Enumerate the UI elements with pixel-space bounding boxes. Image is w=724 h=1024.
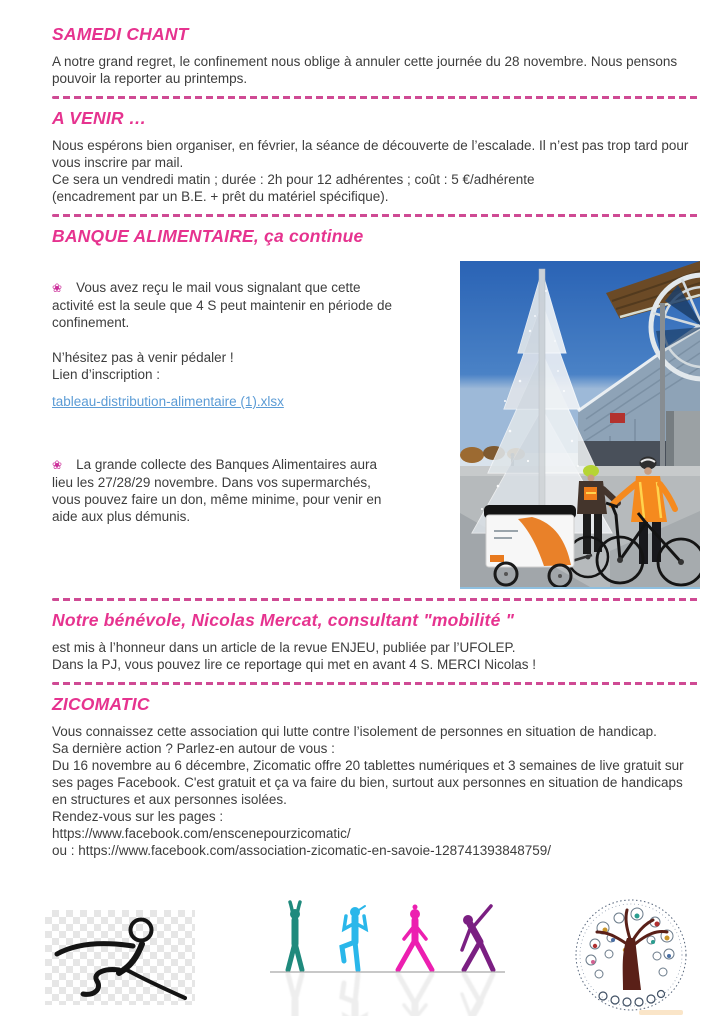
pedaler-line: N’hésitez pas à venir pédaler ! bbox=[52, 350, 234, 365]
section-title-a-venir: A VENIR … bbox=[52, 108, 147, 128]
cyclists-christmas-tree-photo bbox=[460, 261, 700, 589]
zicomatic-line4: Rendez-vous sur les pages : bbox=[52, 809, 224, 824]
xlsx-file-link[interactable]: tableau-distribution-alimentaire (1).xlsx bbox=[52, 394, 284, 409]
a-venir-line2: Ce sera un vendredi matin ; durée : 2h pour 12 adhérentes ; coût : 5 €/adhérente bbox=[52, 172, 535, 187]
banque-bullet-2-text: La grande collecte des Banques Alimentaires aura lieu les 27/28/29 novembre. Dans vos supermarchés, vous pouvez faire un don, même minime, pour venir en aide aux plus démunis. bbox=[52, 457, 382, 524]
banque-columns bbox=[52, 261, 700, 589]
dashed-separator bbox=[52, 598, 700, 601]
fitness-silhouettes-image bbox=[270, 898, 505, 1020]
mercat-line1: est mis à l’honneur dans un article de la revue ENJEU, publiée par l’UFOLEP. bbox=[52, 640, 516, 655]
zicomatic-line1: Vous connaissez cette association qui lutte contre l’isolement de personnes en situation de handicap. bbox=[52, 724, 657, 739]
zicomatic-line2: Sa dernière action ? Parlez-en autour de vous : bbox=[52, 741, 335, 756]
banque-bullet-1-text: Vous avez reçu le mail vous signalant que cette activité est la seule que 4 S peut maintenir en période de confinement. bbox=[52, 280, 392, 330]
zicomatic-url-2: ou : https://www.facebook.com/association-zicomatic-en-savoie-128741393848759/ bbox=[52, 843, 552, 858]
banque-bullet-1 bbox=[52, 279, 399, 331]
dashed-separator bbox=[52, 214, 700, 217]
section-title-banque-alimentaire: BANQUE ALIMENTAIRE, ça continue bbox=[52, 226, 364, 246]
footer-images-row bbox=[0, 890, 724, 1024]
lien-inscription-label: Lien d’inscription : bbox=[52, 367, 161, 382]
dashed-separator bbox=[52, 682, 700, 685]
a-venir-line1: Nous espérons bien organiser, en février, la séance de découverte de l’escalade. Il n’est pas trop tard pour vous inscrire par mail. bbox=[52, 138, 689, 170]
a-venir-line3: (encadrement par un B.E. + prêt du matériel spécifique). bbox=[52, 189, 389, 204]
tree-of-life-logo bbox=[565, 894, 701, 1024]
banque-bullet-2 bbox=[52, 456, 399, 525]
zicomatic-url-1: https://www.facebook.com/enscenepourzicomatic/ bbox=[52, 826, 351, 841]
dashed-separator bbox=[52, 96, 700, 99]
banque-photo-column bbox=[460, 261, 700, 589]
section-title-samedi-chant: SAMEDI CHANT bbox=[52, 24, 189, 44]
flower-bullet-icon: ❀ bbox=[52, 458, 63, 472]
section-title-zicomatic: ZICOMATIC bbox=[52, 694, 150, 714]
section-title-nicolas-mercat: Notre bénévole, Nicolas Mercat, consultant "mobilité " bbox=[52, 610, 515, 630]
mercat-line2: Dans la PJ, vous pouvez lire ce reportage qui met en avant 4 S. MERCI Nicolas ! bbox=[52, 657, 536, 672]
banque-text-column bbox=[52, 261, 399, 589]
watermark bbox=[639, 1010, 683, 1015]
flower-bullet-icon: ❀ bbox=[52, 281, 63, 295]
brush-stroke-figure-image bbox=[45, 910, 195, 1005]
zicomatic-line3: Du 16 novembre au 6 décembre, Zicomatic offre 20 tablettes numériques et 3 semaines de live gratuit sur ses pages Facebook. C'est gratuit et ça va faire du bien, surtout aux personnes en situation de handicaps en structures et aux personnes isolées. bbox=[52, 758, 684, 807]
samedi-chant-paragraph: A notre grand regret, le confinement nous oblige à annuler cette journée du 28 novembre. Nous pensons pouvoir la reporter au printemps. bbox=[52, 54, 678, 86]
